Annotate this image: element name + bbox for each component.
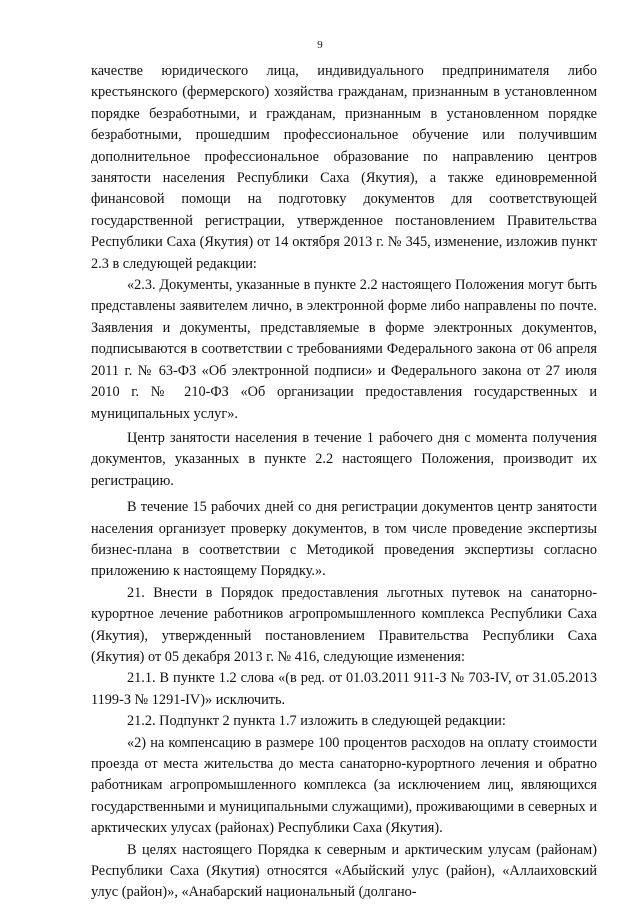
paragraph-registration: Центр занятости населения в течение 1 рабочего дня с момента получения документов, указанных в пункте 2.2 настоящего Положения, производит их регистрацию.: [91, 429, 597, 489]
document-body: [91, 61, 597, 904]
paragraph-subitem-2: «2) на компенсацию в размере 100 процентов расходов на оплату стоимости проезда от места жительства до места санаторно-курортного лечения и обратно работникам агропромышленного комплекса (за исключением лиц, являющихся государственными и муниципальными служащими), проживающими в северных и арктических улусах (районах) Республики Саха (Якутия).: [91, 734, 597, 837]
paragraph-verification: В течение 15 рабочих дней со дня регистрации документов центр занятости населения организует проверку документов, в том числе проведение экспертизы бизнес-плана в соответствии с Методикой проведения экспертизы согласно приложению к настоящему Порядку.».: [91, 499, 597, 580]
paragraph-quote-2-3: «2.3. Документы, указанные в пункте 2.2 настоящего Положения могут быть представлены заявителем лично, в электронной форме либо направлены по почте. Заявления и документы, представляемые в форме электронных документов, подписываются в соответствии с требованиями Федерального закона от 06 апреля 2011 г. № 63-ФЗ «Об электронной подписи» и Федерального закона от 27 июля 2010 г. № 210-ФЗ «Об организации предоставления государственных и муниципальных услуг».: [91, 277, 597, 422]
paragraph-item-21-2: 21.2. Подпункт 2 пункта 1.7 изложить в следующей редакции:: [127, 713, 506, 730]
paragraph-continuation: качестве юридического лица, индивидуального предпринимателя либо крестьянского (фермерского) хозяйства гражданам, признанным в установленном порядке безработными, и гражданам, признанным в установленном порядке безработными, прошедшим профессиональное обучение или получившим дополнительное профессиональное образование по направлению центров занятости населения Республики Саха (Якутия), а также единовременной финансовой помощи на подготовку документов для соответствующей государственной регистрации, утвержденное постановлением Правительства Республики Саха (Якутия) от 14 октября 2013 г. № 345, изменение, изложив пункт 2.3 в следующей редакции:: [91, 63, 597, 272]
page-number: 9: [317, 39, 323, 51]
paragraph-item-21: 21. Внести в Порядок предоставления льготных путевок на санаторно-курортное лечение работников агропромышленного комплекса Республики Саха (Якутия), утвержденный постановлением Правительства Республики Саха (Якутия) от 05 декабря 2013 г. № 416, следующие изменения:: [91, 584, 597, 665]
paragraph-northern-districts: В целях настоящего Порядка к северным и арктическим улусам (районам) Республики Саха (Якутия) относятся «Абыйский улус (район), «Аллаиховский улус (район)», «Анабарский национальный (долгано-: [91, 841, 597, 901]
paragraph-item-21-1: 21.1. В пункте 1.2 слова «(в ред. от 01.03.2011 911-З № 703-IV, от 31.05.2013 1199-З № 1291-IV)» исключить.: [91, 670, 597, 708]
